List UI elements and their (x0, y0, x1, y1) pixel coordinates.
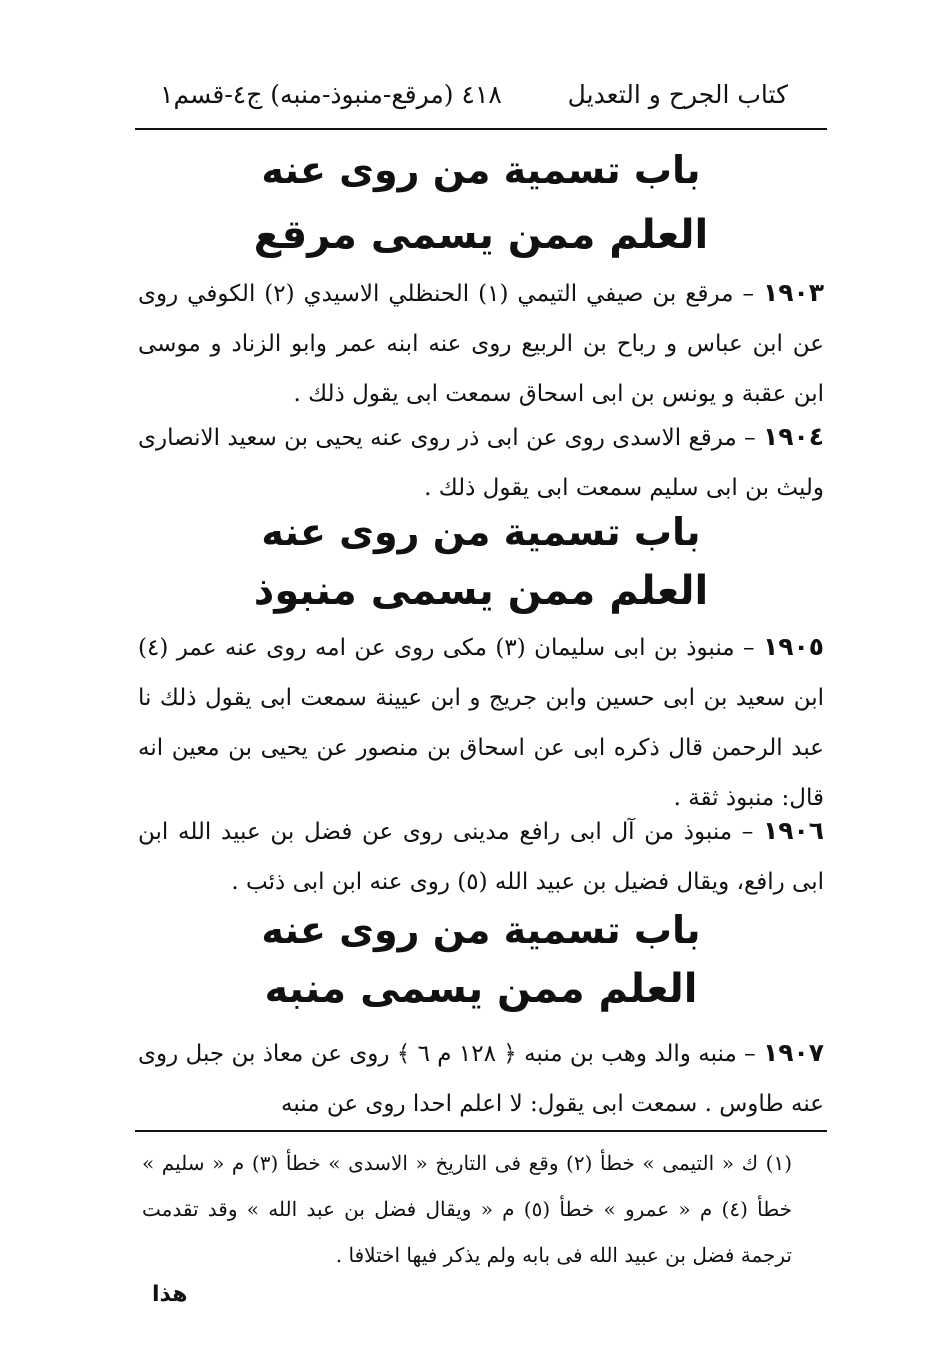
page-number-and-range: ٤١٨ (مرقع-منبوذ-منبه) ج٤-قسم١ (160, 80, 502, 109)
entry-paragraph (138, 622, 824, 823)
section-heading: باب تسمية من روى عنه (261, 908, 701, 952)
entry-text: – منبه والد وهب بن منبه ﴿ ١٢٨ م ٦ ﴾ روى عن معاذ بن جبل روى عنه طاوس . سمعت ابى يقول: لا اعلم احدا روى عن منبه (138, 1041, 824, 1117)
entry-text: – منبوذ بن ابى سليمان (٣) مكى روى عن امه روى عنه عمر (٤) ابن سعيد بن ابى حسين وابن جريج و ابن عيينة سمعت ابى يقول ذلك نا عبد الرحمن قال ذكره ابى عن اسحاق بن منصور عن يحيى بن معين انه قال: منبوذ ثقة . (138, 635, 824, 811)
catchword: هذا (152, 1282, 188, 1307)
entry-text: – مرقع بن صيفي التيمي (١) الحنظلي الاسيدي (٢) الكوفي روى عن ابن عباس و رباح بن الربيع روى عنه ابنه عمر وابو الزناد و موسى ابن عقبة و يونس بن ابى اسحاق سمعت ابى يقول ذلك . (138, 281, 824, 407)
entry-number: ١٩٠٥ (762, 632, 825, 661)
section-heading: باب تسمية من روى عنه (261, 148, 701, 192)
header-rule (135, 128, 827, 130)
entry-number: ١٩٠٧ (762, 1038, 824, 1067)
running-head (160, 80, 788, 120)
section-subheading: العلم ممن يسمى منبه (264, 966, 698, 1012)
entry-paragraph (138, 806, 824, 907)
section-subheading: العلم ممن يسمى مرقع (253, 212, 709, 258)
entry-number: ١٩٠٦ (762, 816, 824, 845)
footnotes: (١) ك « التيمى » خطأ (٢) وقع فى التاريخ « الاسدى » خطأ (٣) م « سليم » خطأ (٤) م « عمرو » خطأ (٥) م « ويقال فضل بن عبد الله » وقد تقدمت ترجمة فضل بن عبيد الله فى بابه ولم يذكر فيها اختلافا . (142, 1151, 792, 1267)
entry-paragraph (138, 1028, 824, 1129)
entry-paragraph (138, 268, 824, 419)
book-title: كتاب الجرح و التعديل (567, 80, 788, 109)
entry-text: – منبوذ من آل ابى رافع مدينى روى عن فضل بن عبيد الله ابن ابى رافع، ويقال فضيل بن عبيد الله (٥) روى عنه ابن ابى ذئب . (138, 819, 824, 895)
section-heading: باب تسمية من روى عنه (261, 510, 701, 554)
footnote-rule (135, 1130, 827, 1132)
entry-number: ١٩٠٣ (762, 278, 824, 307)
entry-paragraph (138, 412, 824, 513)
entry-text: – مرقع الاسدى روى عن ابى ذر روى عنه يحيى بن سعيد الانصارى وليث بن ابى سليم سمعت ابى يقول ذلك . (138, 425, 824, 501)
section-subheading: العلم ممن يسمى منبوذ (253, 568, 709, 614)
entry-number: ١٩٠٤ (762, 422, 824, 451)
